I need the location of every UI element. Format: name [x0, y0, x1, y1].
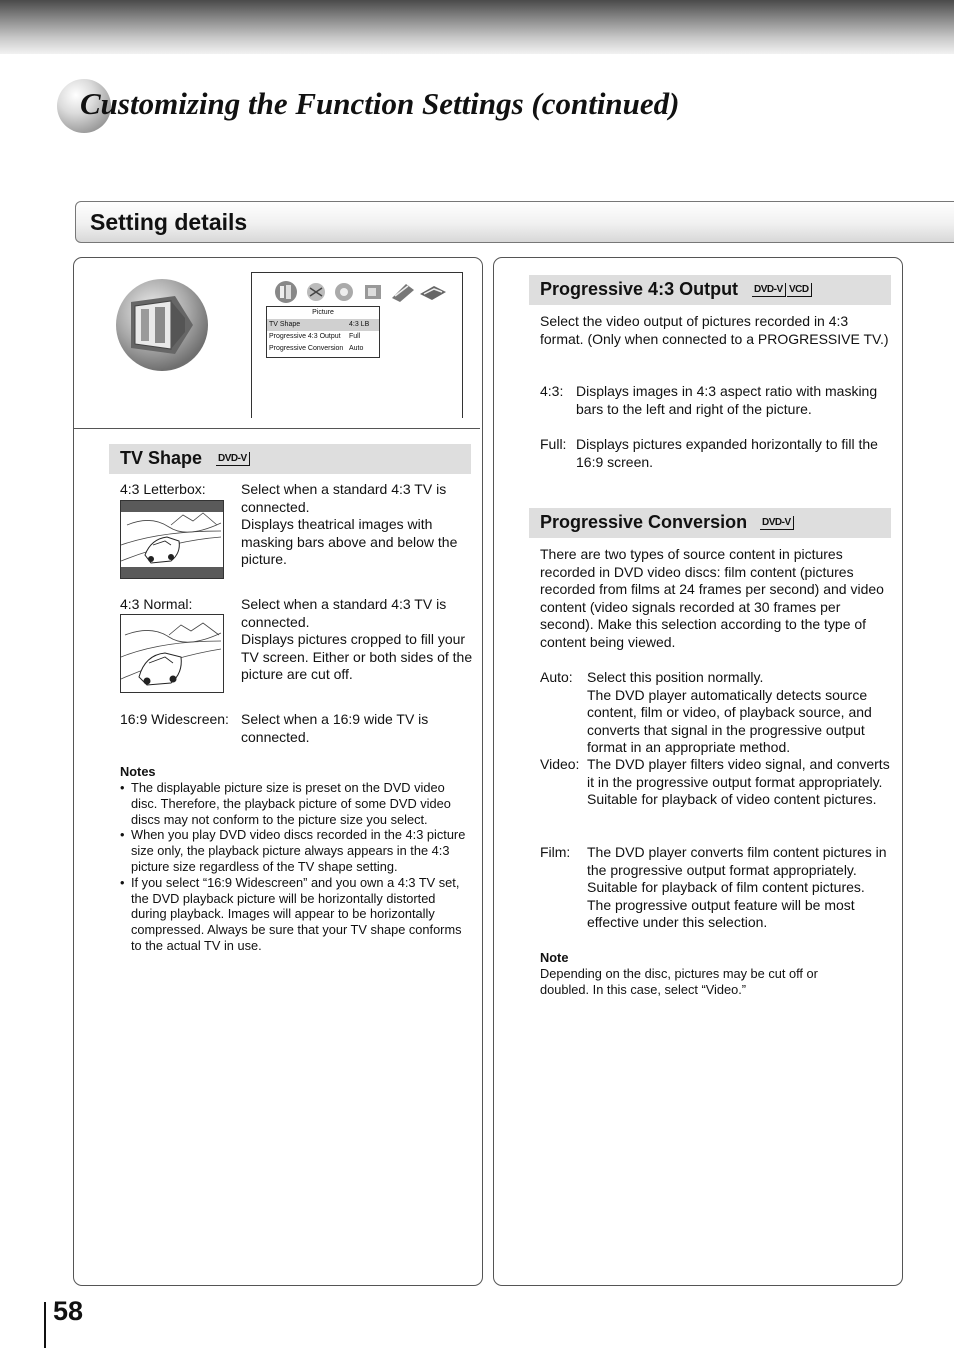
- note-heading: Note: [540, 950, 569, 965]
- option-full-label: Full:: [540, 436, 567, 452]
- video-desc-1: The DVD player filters video signal, and converts it in the progressive output format appropriately.: [587, 756, 890, 790]
- menu-row-value: 4:3 LB: [349, 321, 370, 328]
- onscreen-menu-preview: [251, 272, 463, 418]
- menu-row-label: TV Shape: [269, 321, 301, 328]
- menu-category-icons: [274, 280, 454, 304]
- tv-shape-header: [109, 444, 471, 474]
- menu-row-value: Auto: [349, 345, 364, 352]
- progressive-conversion-title: Progressive Conversion: [540, 512, 748, 532]
- menu-row-label: Progressive 4:3 Output: [269, 333, 341, 340]
- menu-row-value: Full: [349, 333, 361, 340]
- normal-description: [241, 596, 473, 684]
- option-4-3-label: 4:3:: [540, 383, 564, 399]
- normal-desc-2: Displays pictures cropped to fill your TV screen. Either or both sides of the picture are cut off.: [241, 631, 473, 683]
- letterbox-desc-2: Displays theatrical images with masking bars above and below the picture.: [241, 516, 458, 568]
- menu-heading: Picture: [312, 309, 334, 316]
- video-desc-2: Suitable for playback of video content pictures.: [587, 791, 877, 808]
- auto-desc-2: The DVD player automatically detects source content, film or video, of playback source, and converts that signal in the progressive output format in an appropriate method.: [587, 686, 872, 756]
- film-label: Film:: [540, 844, 571, 860]
- film-desc-2: Suitable for playback of film content pictures.: [587, 879, 865, 896]
- page-number-rule: [44, 1302, 46, 1348]
- progressive-output-intro: Select the video output of pictures recorded in 4:3 format. (Only when connected to a PROGRESSIVE TV.): [540, 313, 889, 347]
- widescreen-label: 16:9 Widescreen:: [120, 711, 229, 727]
- note-item: • If you select “16:9 Widescreen” and you own a 4:3 TV set, the DVD playback picture will be horizontally distorted during playback. Images will appear to be horizontally compressed. Always be sure that your TV shape conforms to the actual TV in use.: [120, 875, 474, 954]
- menu-row-progressive-output[interactable]: [267, 331, 379, 343]
- top-gradient-bar: [0, 0, 954, 54]
- section-title: Setting details: [90, 209, 248, 235]
- page-number: 58: [53, 1296, 84, 1326]
- dvd-v-badge: DVD-V: [216, 452, 250, 466]
- picture-menu-box: [266, 306, 380, 358]
- vcd-badge: VCD: [787, 283, 812, 297]
- menu-row-label: Progressive Conversion: [269, 345, 344, 352]
- note-item: • The displayable picture size is preset on the DVD video disc. Therefore, the playback picture of some DVD video discs may not conform to the picture size you select.: [120, 780, 474, 827]
- normal-label: 4:3 Normal:: [120, 596, 193, 612]
- widescreen-description: Select when a 16:9 wide TV is connected.: [241, 711, 429, 745]
- option-full-description: Displays pictures expanded horizontally to fill the 16:9 screen.: [576, 436, 878, 470]
- tv-shape-title: TV Shape: [120, 448, 203, 468]
- letterbox-description: [241, 481, 473, 569]
- progressive-output-header: [529, 275, 891, 305]
- auto-description: [587, 669, 893, 757]
- auto-label: Auto:: [540, 669, 573, 685]
- menu-row-progressive-conversion[interactable]: [267, 343, 379, 355]
- note-text: Depending on the disc, pictures may be cut off or doubled. In this case, select “Video.”: [540, 966, 818, 997]
- dvd-v-badge: DVD-V: [752, 283, 786, 297]
- video-label: Video:: [540, 756, 580, 772]
- notes-list: [120, 780, 474, 954]
- film-description: [587, 844, 893, 932]
- progressive-output-title: Progressive 4:3 Output: [540, 279, 739, 299]
- video-description: [587, 756, 893, 809]
- menu-row-tv-shape[interactable]: [267, 319, 379, 331]
- normal-illustration: [120, 614, 224, 693]
- letterbox-desc-1: Select when a standard 4:3 TV is connected.: [241, 481, 447, 515]
- page-title: Customizing the Function Settings (continued): [80, 86, 680, 121]
- notes-heading: Notes: [120, 764, 156, 779]
- letterbox-label: 4:3 Letterbox:: [120, 481, 206, 497]
- option-4-3-description: Displays images in 4:3 aspect ratio with masking bars to the left and right of the picture.: [576, 383, 878, 417]
- letterbox-illustration: [120, 500, 224, 579]
- note-item: • When you play DVD video discs recorded in the 4:3 picture size only, the playback picture always appears in the 4:3 picture size regardless of the TV shape setting.: [120, 827, 474, 874]
- left-panel-divider: [74, 428, 480, 429]
- progressive-conversion-intro: There are two types of source content in pictures recorded in DVD video discs: film content (pictures recorded from films at 24 frames per second) and video content (video signals recorded at 30 frames per second). Make this selection according to the type of content being viewed.: [540, 546, 884, 650]
- auto-desc-1: Select this position normally.: [587, 669, 764, 685]
- film-desc-3: The progressive output feature will be most effective under this selection.: [587, 896, 855, 931]
- normal-desc-1: Select when a standard 4:3 TV is connected.: [241, 596, 447, 630]
- dvd-v-badge: DVD-V: [760, 516, 794, 530]
- film-desc-1: The DVD player converts film content pictures in the progressive output format appropriately.: [587, 844, 887, 878]
- tv-setup-icon: [115, 278, 209, 372]
- progressive-conversion-header: [529, 508, 891, 538]
- section-header-bar: [75, 201, 954, 243]
